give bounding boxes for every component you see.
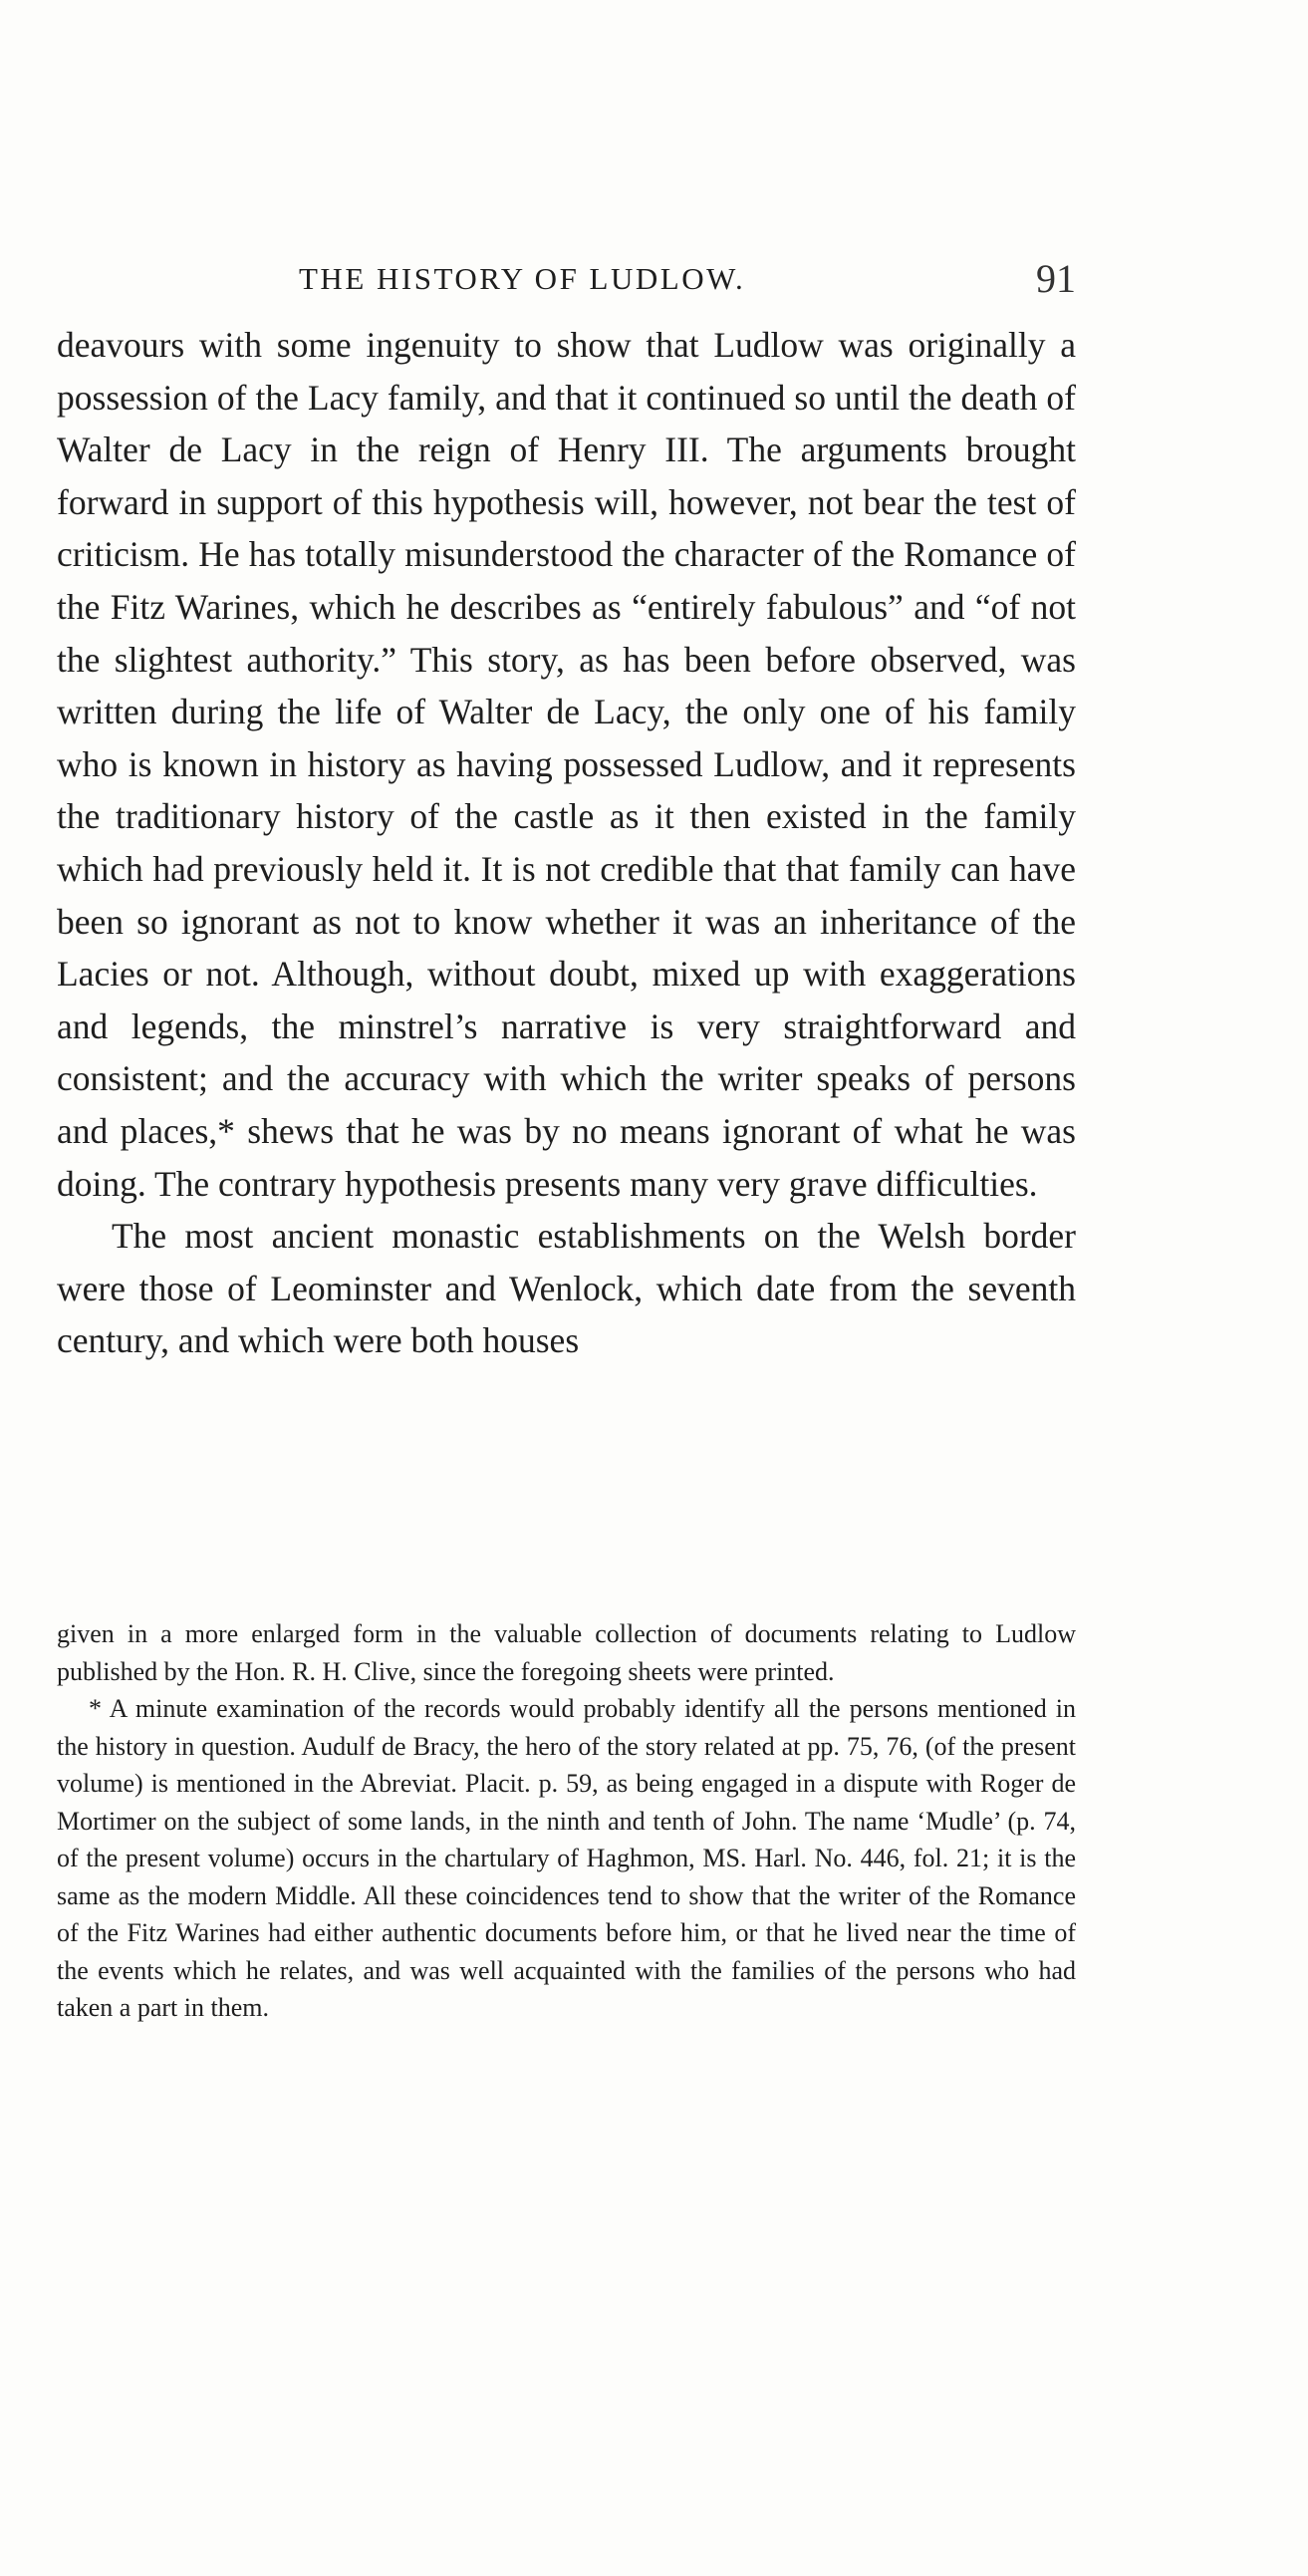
page-number: 91 — [1036, 256, 1076, 301]
body-text — [57, 319, 1076, 1367]
running-head — [299, 256, 1076, 311]
footnote-continued: given in a more enlarged form in the valuable collection of documents relating to Ludlow published by the Hon. R. H. Clive, since the foregoing sheets were printed. — [57, 1619, 1076, 1686]
running-title: THE HISTORY OF LUDLOW. — [299, 261, 746, 296]
footnote-asterisk: * A minute examination of the records would probably identify all the persons mentioned in the history in question. Audulf de Bracy, the hero of the story related at pp. 75, 76, (of the present volume) is mentioned in the Abreviat. Placit. p. 59, as being engaged in a dispute with Roger de Mortimer on the subject of some lands, in the ninth and tenth of John. The name ‘Mudle’ (p. 74, of the present volume) occurs in the chartulary of Haghmon, MS. Harl. No. 446, fol. 21; it is the same as the modern Middle. All these coincidences tend to show that the writer of the Romance of the Fitz Warines had either authentic documents before him, or that he lived near the time of the events which he relates, and was well acquainted with the families of the persons who had taken a part in them. — [57, 1694, 1076, 2022]
paragraph-continued: deavours with some ingenuity to show that Ludlow was originally a possession of the Lacy family, and that it continued so until the death of Walter de Lacy in the reign of Henry III. The arguments brought forward in support of this hypothesis will, however, not bear the test of criticism. He has totally misunderstood the character of the Romance of the Fitz Warines, which he describes as “entirely fabulous” and “of not the slightest authority.” This story, as has been before observed, was written during the life of Walter de Lacy, the only one of his family who is known in history as having possessed Ludlow, and it represents the traditionary history of the castle as it then existed in the family which had previously held it. It is not credible that that family can have been so ignorant as not to know whether it was an inheritance of the Lacies or not. Although, without doubt, mixed up with exaggerations and legends, the minstrel’s narrative is very straightforward and consistent; and the accuracy with which the writer speaks of persons and places,* shews that he was by no means ignorant of what he was doing. The contrary hypothesis presents many very grave difficulties. — [57, 325, 1076, 1204]
footnotes — [57, 1615, 1076, 2027]
paragraph-monastic-establishments: The most ancient monastic establishments on the Welsh border were those of Leominster and Wenlock, which date from the seventh century, and which were both houses — [57, 1216, 1076, 1361]
